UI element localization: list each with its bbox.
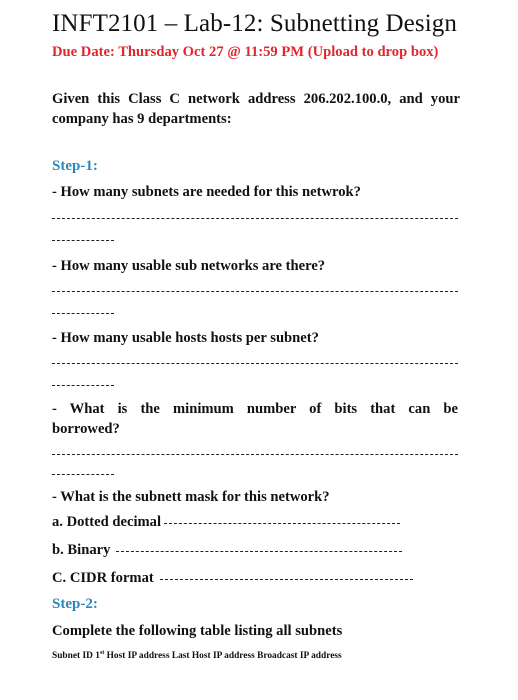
due-date: Due Date: Thursday Oct 27 @ 11:59 PM (Upload to drop box) (52, 44, 439, 60)
answer-line (116, 551, 402, 552)
answer-line (52, 218, 458, 219)
question-bits-borrowed-text: - What is the minimum number of bits that can be borrowed? (52, 401, 458, 437)
page-title: INFT2101 – Lab-12: Subnetting Design (52, 10, 457, 37)
column-subnet-id: Subnet ID (52, 651, 93, 662)
answer-line-continuation (52, 313, 114, 314)
intro-text: Given this Class C network address 206.202.100.0, and your company has 9 departments: (52, 91, 460, 127)
mask-cidr-row (52, 570, 413, 587)
column-last-host: Last Host IP address (171, 651, 255, 662)
question-usable-hosts: - How many usable hosts hosts per subnet? (52, 330, 319, 346)
mask-binary-label: b. Binary (52, 542, 111, 558)
mask-dotted-decimal-row (52, 514, 400, 531)
step-2-heading: Step-2: (52, 596, 98, 612)
answer-line (164, 523, 400, 524)
answer-line-continuation (52, 385, 114, 386)
answer-line-continuation (52, 474, 114, 475)
question-subnets-needed: - How many subnets are needed for this netwrok? (52, 184, 361, 200)
answer-line (160, 579, 413, 580)
step-1-heading: Step-1: (52, 158, 98, 174)
step-2-instruction: Complete the following table listing all subnets (52, 623, 343, 639)
mask-cidr-label: C. CIDR format (52, 570, 154, 586)
subnet-table-header (52, 650, 342, 661)
mask-binary-row (52, 542, 402, 559)
question-subnet-mask: - What is the subnett mask for this network? (52, 489, 330, 505)
answer-line (52, 454, 458, 455)
answer-line-continuation (52, 240, 114, 241)
question-bits-borrowed (52, 399, 458, 439)
answer-line (52, 363, 458, 364)
mask-dotted-decimal-label: a. Dotted decimal (52, 514, 162, 530)
answer-line (52, 291, 458, 292)
question-usable-subnetworks: - How many usable sub networks are there? (52, 258, 326, 274)
column-broadcast: Broadcast IP address (257, 651, 342, 662)
column-first-host: 1st Host IP address (95, 650, 170, 662)
